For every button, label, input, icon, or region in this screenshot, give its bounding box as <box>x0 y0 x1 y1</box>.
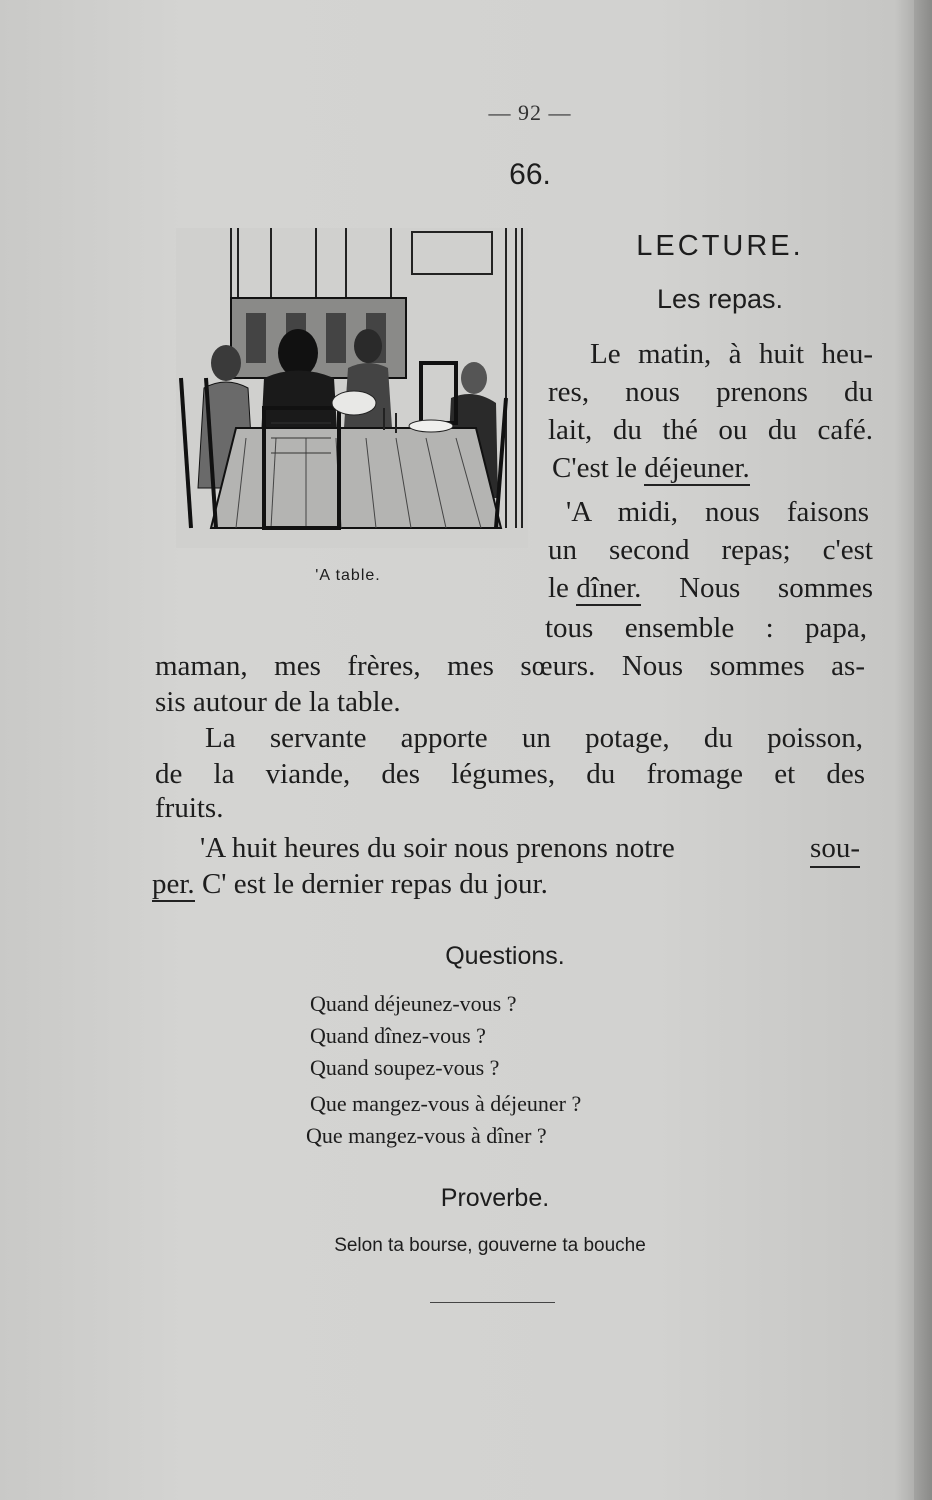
reading-line: Le matin, à huit heu- <box>590 338 873 370</box>
proverb-title: Proverbe. <box>440 1184 550 1212</box>
dining-table-illustration <box>176 228 528 548</box>
question-item: Que mangez-vous à déjeuner ? <box>310 1091 582 1116</box>
reading-line: lait, du thé ou du café. <box>548 414 873 446</box>
lesson-number: 66. <box>509 158 551 191</box>
reading-line-souper-end: per. C' est le dernier repas du jour. <box>152 868 548 900</box>
question-item: Quand dînez-vous ? <box>310 1023 486 1048</box>
questions-title: Questions. <box>445 942 565 970</box>
closing-rule <box>430 1302 555 1303</box>
underlined-word-sou: sou- <box>810 830 860 868</box>
underlined-word-dejeuner: déjeuner. <box>644 452 750 484</box>
underlined-word-per: per. <box>152 868 195 900</box>
page-number: — 92 — <box>488 100 572 125</box>
reading-line-souper: 'A huit heures du soir nous prenons notre sou- <box>200 830 860 868</box>
reading-line: res, nous prenons du <box>548 376 873 408</box>
question-item: Quand soupez-vous ? <box>310 1055 500 1080</box>
reading-line: de la viande, des légumes, du fromage et des <box>155 758 865 790</box>
illustration-caption: 'A table. <box>315 567 381 584</box>
reading-line: 'A midi, nous faisons <box>566 496 869 528</box>
proverb-text: Selon ta bourse, gouverne ta bouche <box>334 1235 646 1256</box>
reading-line-dejeuner: C'est le déjeuner. <box>552 452 750 484</box>
reading-line-diner: le dîner. Nous sommes <box>548 572 873 604</box>
lesson-heading: LECTURE. <box>636 230 804 262</box>
question-item: Quand déjeunez-vous ? <box>310 991 517 1016</box>
reading-line: sis autour de la table. <box>155 686 401 718</box>
reading-line: un second repas; c'est <box>548 534 873 566</box>
question-item: Que mangez-vous à dîner ? <box>306 1123 547 1148</box>
reading-line: La servante apporte un potage, du poisson, <box>205 722 863 754</box>
reading-line: fruits. <box>155 792 224 824</box>
lesson-subtitle: Les repas. <box>656 284 784 314</box>
reading-line: tous ensemble : papa, <box>545 612 867 644</box>
page-edge-shadow <box>914 0 932 1500</box>
reading-line: maman, mes frères, mes sœurs. Nous sommes as- <box>155 650 865 682</box>
underlined-word-diner: dîner. <box>576 572 642 604</box>
